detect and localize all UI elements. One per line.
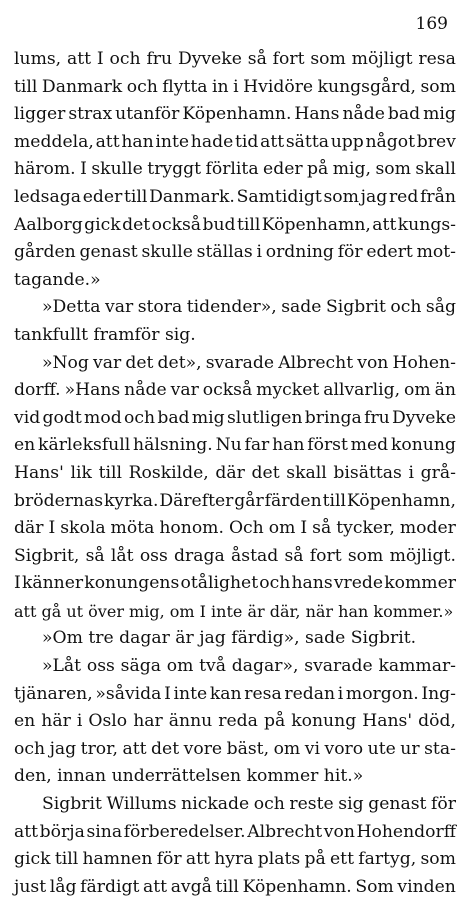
word: ett — [330, 849, 354, 870]
word: kungs- — [397, 214, 456, 235]
word: och — [126, 76, 158, 97]
word: Hans — [294, 104, 340, 125]
word: vi — [304, 738, 320, 759]
word: till — [124, 186, 148, 207]
word: I — [80, 159, 87, 180]
word: från — [420, 186, 456, 207]
word: Nu — [215, 435, 242, 456]
word: mig — [191, 407, 225, 428]
word: Och — [228, 518, 264, 539]
page-number: 169 — [415, 14, 448, 34]
word: bud — [202, 214, 236, 235]
word: Sigbrit — [42, 794, 102, 815]
text-line — [14, 543, 456, 571]
word: här — [41, 711, 71, 732]
word: honom. — [159, 518, 224, 539]
word: grå- — [420, 462, 456, 483]
word: I — [164, 683, 171, 704]
word: allvarlig, — [323, 380, 401, 401]
text-line — [14, 405, 456, 433]
word: i — [76, 711, 83, 732]
word: mig, — [332, 159, 372, 180]
word: strax — [68, 104, 113, 125]
word: att — [143, 876, 168, 897]
word: brödernas — [14, 490, 104, 511]
word: bisättas — [333, 462, 402, 483]
word: voro — [324, 738, 364, 759]
word: »Hans — [64, 380, 121, 401]
word: Hohen- — [392, 352, 456, 373]
text-line — [14, 791, 456, 819]
word: till — [98, 462, 122, 483]
word: inte — [173, 683, 208, 704]
word: till — [14, 76, 38, 97]
word: gick — [14, 849, 51, 870]
word: vid — [14, 407, 41, 428]
word: mig — [423, 104, 456, 125]
word: inte — [155, 131, 190, 152]
word: flytta — [162, 76, 208, 97]
word: far — [244, 435, 270, 456]
text-line — [14, 212, 456, 240]
word: det — [251, 462, 280, 483]
word: edert — [366, 242, 413, 263]
word: i — [337, 683, 344, 704]
word: upp — [330, 131, 364, 152]
word: att — [372, 214, 397, 235]
word: så — [312, 518, 332, 539]
word: som — [420, 76, 456, 97]
word: oss — [86, 656, 115, 677]
word: som — [420, 849, 456, 870]
body-text — [14, 46, 456, 901]
word: och — [123, 407, 156, 428]
word: vrede — [333, 573, 384, 594]
word: Hohendorff — [356, 821, 456, 842]
word: svarade — [304, 656, 373, 677]
word: åstad — [231, 545, 279, 566]
word: Danmark — [41, 76, 123, 97]
word: svarade — [205, 352, 275, 373]
word: bad — [387, 104, 421, 125]
word: kungsgård, — [317, 76, 416, 97]
word: morgon. — [345, 683, 419, 704]
word: meddela, — [14, 131, 94, 152]
word: mot- — [416, 242, 456, 263]
word: Köpenhamn. — [242, 876, 352, 897]
word: sätta — [285, 131, 329, 152]
word: förberedelser. — [123, 821, 246, 842]
word: än — [434, 380, 456, 401]
word: död, — [418, 711, 456, 732]
word: och — [14, 738, 46, 759]
word: hälsning. — [133, 435, 213, 456]
word: mod — [84, 407, 122, 428]
word: Hans' — [362, 711, 413, 732]
word: färden — [264, 490, 322, 511]
word: tryggt — [147, 159, 202, 180]
word: om — [273, 738, 301, 759]
word: resa — [244, 683, 282, 704]
word: och — [390, 297, 422, 318]
word: Sigbrit, — [14, 545, 80, 566]
word: på — [304, 849, 326, 870]
word: nickade — [181, 794, 250, 815]
word: reda — [218, 711, 258, 732]
word: till — [215, 876, 239, 897]
word: gården — [14, 242, 76, 263]
word: skall — [286, 462, 327, 483]
word: eder — [82, 186, 123, 207]
word: Aalborg — [14, 214, 83, 235]
word: ställas — [196, 242, 253, 263]
word: I — [96, 49, 104, 69]
word: var — [93, 352, 122, 373]
word: sta- — [424, 738, 456, 759]
word: Hvidöre — [243, 76, 314, 97]
word: »såvida — [95, 683, 162, 704]
word: Hans' — [14, 462, 64, 483]
word: Därefter — [159, 490, 234, 511]
word: red — [388, 186, 419, 207]
word: Som — [355, 876, 394, 897]
text-line: tankfullt framför sig. — [14, 324, 196, 345]
word: möta — [110, 518, 155, 539]
text-line — [14, 653, 456, 681]
text-line — [14, 681, 456, 709]
word: med — [350, 435, 389, 456]
word: färdigt — [80, 876, 140, 897]
word: ur — [400, 738, 420, 759]
word: för — [156, 849, 182, 870]
word: för — [337, 242, 363, 263]
word: eder — [263, 159, 303, 180]
word: in — [212, 76, 229, 97]
word: Ing- — [421, 683, 456, 704]
text-line — [14, 294, 456, 322]
text-line — [14, 819, 456, 847]
word: Roskilde, — [128, 462, 209, 483]
word: brev — [416, 131, 456, 152]
text-line — [14, 129, 456, 157]
word: tjänaren, — [14, 683, 93, 704]
word: tidender», — [186, 297, 277, 318]
word: »Detta — [42, 297, 101, 318]
word: om — [404, 380, 431, 401]
word: godt — [42, 407, 82, 428]
word: hyra — [214, 849, 254, 870]
word: jag — [360, 186, 388, 207]
word: hade — [190, 131, 234, 152]
word: om — [268, 518, 296, 539]
word: och — [253, 794, 285, 815]
word: »Nog — [42, 352, 89, 373]
word: en — [14, 711, 36, 732]
text-line — [14, 46, 456, 74]
word: skulle — [141, 242, 193, 263]
word: otålighet — [180, 573, 259, 594]
word: konungens — [84, 573, 180, 594]
word: Danmark. — [149, 186, 235, 207]
word: börja — [39, 821, 85, 842]
word: förlita — [205, 159, 259, 180]
word: som — [323, 186, 359, 207]
word: sina — [86, 821, 123, 842]
word: kammar- — [378, 656, 456, 677]
word: var — [170, 380, 199, 401]
word: kärleksfull — [38, 435, 131, 456]
word: draga — [174, 545, 225, 566]
word: en — [14, 435, 36, 456]
word: i — [408, 462, 414, 483]
word: han — [121, 131, 154, 152]
word: sade — [281, 297, 322, 318]
word: ligger — [14, 104, 66, 125]
word: I — [48, 518, 56, 539]
word: von — [323, 821, 355, 842]
word: att — [67, 49, 92, 69]
text-line — [14, 239, 456, 267]
word: Oslo — [88, 711, 128, 732]
word: Köpenhamn. — [182, 104, 292, 125]
text-line — [14, 570, 456, 598]
word: utanför — [115, 104, 180, 125]
word: något — [365, 131, 416, 152]
word: dagar», — [231, 656, 299, 677]
word: Samtidigt — [236, 186, 322, 207]
word: som — [347, 545, 384, 566]
word: moder — [399, 518, 456, 539]
word: skulle — [91, 159, 143, 180]
word: det — [151, 738, 180, 759]
text-line — [14, 708, 456, 736]
word: Albrecht — [278, 352, 354, 373]
word: att — [260, 131, 285, 152]
word: det — [125, 352, 154, 373]
text-line — [14, 874, 456, 901]
word: mycket — [256, 380, 320, 401]
word: avgå — [170, 876, 212, 897]
word: så — [284, 545, 304, 566]
word: fru — [146, 49, 173, 69]
word: tycker, — [336, 518, 395, 539]
word: genast — [368, 794, 427, 815]
word: till — [236, 214, 261, 235]
word: tid — [234, 131, 259, 152]
text-line — [14, 184, 456, 212]
word: att — [122, 738, 147, 759]
word: skola — [60, 518, 106, 539]
word: Willums — [106, 794, 177, 815]
word: I — [300, 518, 308, 539]
word: att — [95, 131, 120, 152]
word: det — [122, 214, 151, 235]
word: just — [14, 876, 47, 897]
word: känner — [21, 573, 84, 594]
word: att — [185, 849, 210, 870]
word: slutligen — [226, 407, 303, 428]
word: konung — [291, 711, 357, 732]
text-line: tagande.» — [14, 269, 101, 290]
word: kommer — [384, 573, 456, 594]
word: i — [233, 76, 239, 97]
word: har — [133, 711, 163, 732]
word: det», — [157, 352, 202, 373]
word: där — [14, 518, 44, 539]
word: som — [310, 49, 346, 69]
word: till — [322, 490, 346, 511]
word: ordning — [265, 242, 334, 263]
word: nåde — [342, 104, 385, 125]
word: bäst, — [226, 738, 270, 759]
word: I — [14, 573, 21, 594]
word: hamnen — [82, 849, 153, 870]
word: så — [247, 49, 267, 69]
text-line: den, innan underrättelsen kommer hit.» — [14, 766, 364, 787]
word: vore — [183, 738, 223, 759]
word: resa — [418, 49, 456, 69]
word: genast — [79, 242, 138, 263]
text-line — [14, 377, 456, 405]
text-line — [14, 736, 456, 764]
word: säga — [120, 656, 161, 677]
word: Dyveke — [177, 49, 242, 69]
word: konung — [390, 435, 456, 456]
word: låt — [110, 545, 134, 566]
word: fartyg, — [358, 849, 417, 870]
word: von — [357, 352, 389, 373]
word: nåde — [124, 380, 167, 401]
word: reste — [289, 794, 334, 815]
word: på — [263, 711, 286, 732]
word: dorff. — [14, 380, 61, 401]
word: som — [375, 159, 411, 180]
text-line — [14, 101, 456, 129]
text-line — [14, 846, 456, 874]
word: Albrecht — [247, 821, 323, 842]
word: möjligt. — [389, 545, 456, 566]
word: till — [54, 849, 79, 870]
word: härom. — [14, 159, 76, 180]
word: jag — [49, 738, 77, 759]
word: i — [256, 242, 262, 263]
word: Köpenhamn, — [346, 490, 456, 511]
word: ledsaga — [14, 186, 81, 207]
word: möjligt — [351, 49, 413, 69]
word: bringa — [304, 407, 362, 428]
word: »Låt — [42, 656, 82, 677]
word: kyrka. — [103, 490, 159, 511]
word: oss — [139, 545, 168, 566]
word: om — [166, 656, 194, 677]
word: först — [307, 435, 348, 456]
word: fru — [364, 407, 390, 428]
word: han — [272, 435, 305, 456]
word: kan — [209, 683, 242, 704]
word: fort — [309, 545, 342, 566]
word: där — [215, 462, 245, 483]
word: låg — [49, 876, 77, 897]
word: plats — [257, 849, 301, 870]
text-line — [14, 74, 456, 102]
word: går — [234, 490, 264, 511]
word: också — [202, 380, 253, 401]
word: ute — [367, 738, 396, 759]
word: för — [431, 794, 456, 815]
word: fort — [272, 49, 305, 69]
word: sig — [338, 794, 364, 815]
word: också — [151, 214, 202, 235]
word: Dyveke — [392, 407, 456, 428]
word: och — [109, 49, 141, 69]
word: var — [105, 297, 134, 318]
word: stora — [137, 297, 183, 318]
text-line — [14, 432, 456, 460]
word: tror, — [80, 738, 118, 759]
word: ännu — [168, 711, 213, 732]
word: gick — [84, 214, 121, 235]
word: Köpenhamn, — [261, 214, 371, 235]
word: på — [307, 159, 329, 180]
word: lik — [70, 462, 92, 483]
word: Sigbrit — [325, 297, 386, 318]
text-line: att gå ut över mig, om I inte är där, när han kommer.» — [14, 601, 454, 621]
word: såg — [425, 297, 456, 318]
text-line — [14, 460, 456, 488]
word: vinden — [397, 876, 456, 897]
text-line — [14, 156, 456, 184]
word: bad — [157, 407, 190, 428]
word: lums, — [14, 49, 62, 69]
word: att — [14, 821, 39, 842]
text-line — [14, 515, 456, 543]
word: så — [85, 545, 105, 566]
word: två — [199, 656, 227, 677]
word: redan — [284, 683, 336, 704]
text-line — [14, 350, 456, 378]
word: skall — [415, 159, 456, 180]
text-line: »Om tre dagar är jag färdig», sade Sigbrit. — [42, 628, 417, 649]
word: hans — [291, 573, 333, 594]
word: och — [259, 573, 291, 594]
text-line — [14, 488, 456, 516]
